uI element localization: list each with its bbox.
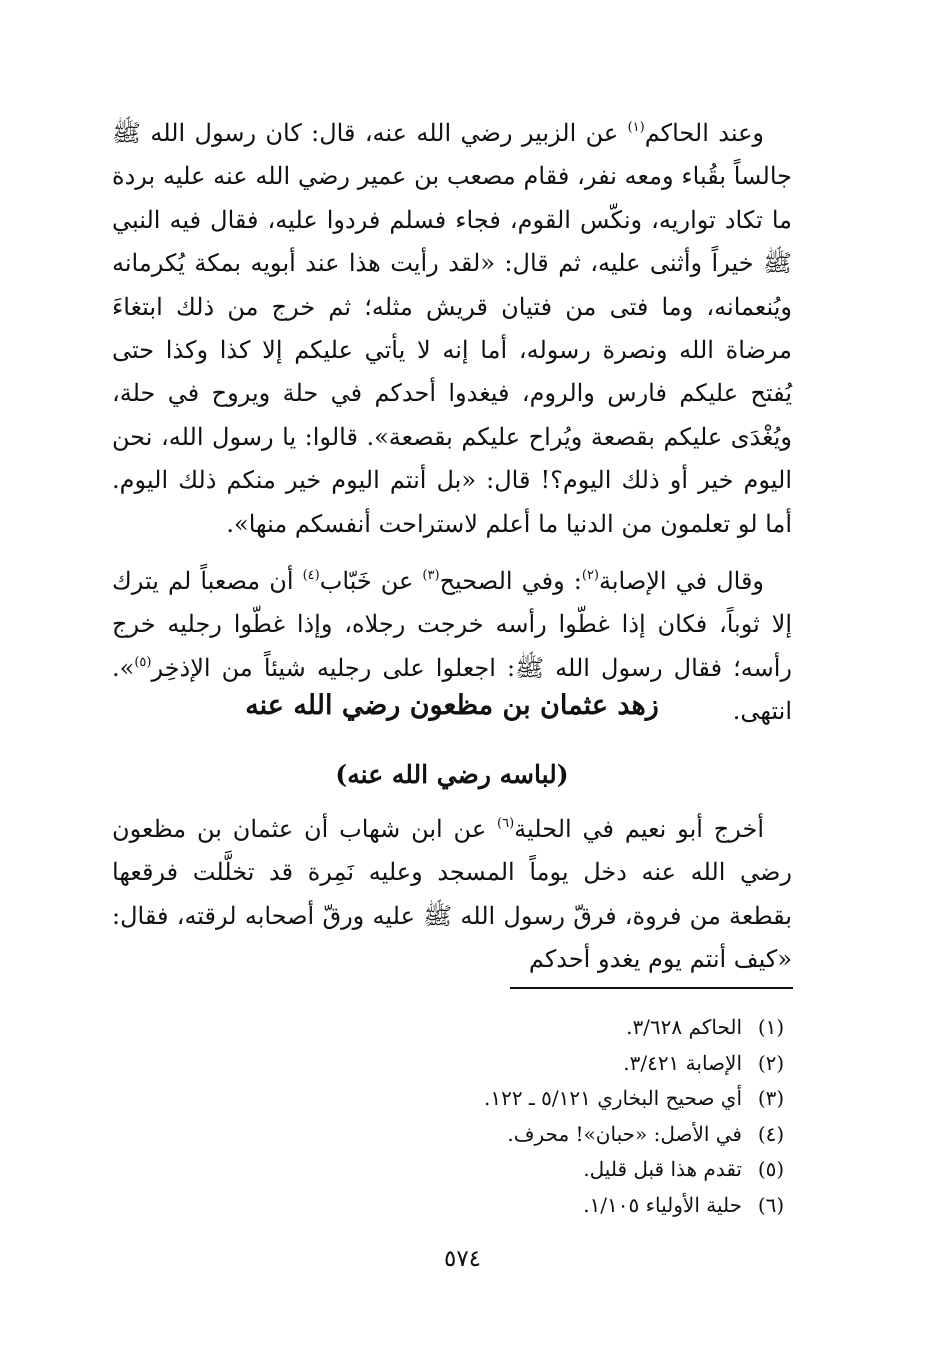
footnote-item	[300, 1152, 800, 1188]
paragraph-text: أن مصعباً لم يترك إلا ثوباً، فكان إذا غطّوا رأسه خرجت رجلاه، وإذا غطّوا رجليه خرج رأسه؛ فقال رسول الله ﷺ: اجعلوا على رجليه شيئاً من الإذخِر	[112, 567, 792, 682]
footnote-ref: (٢)	[581, 568, 599, 584]
footnote-ref: (٣)	[422, 568, 440, 584]
footnote-number: (٣)	[757, 1086, 785, 1110]
footnote-number: (٤)	[757, 1121, 785, 1146]
section-subheading: (لباسه رضي الله عنه)	[335, 760, 569, 789]
footnote-item	[300, 1046, 800, 1082]
paragraph-text: ». انتهى.	[112, 653, 792, 726]
footnote-item	[300, 1010, 800, 1046]
footnote-text: أي صحيح البخاري ٥/١٢١ ـ ١٢٢.	[483, 1086, 742, 1110]
paragraph-text: عن ابن شهاب أن عثمان بن مظعون رضي الله عنه دخل يوماً المسجد وعليه نَمِرة قد تخلَّلت فرقعها بقطعة من فروة، فرقّ رسول الله ﷺ عليه ورقّ أصحابه لرقته، فقال: «كيف أنتم يوم يغدو أحدكم	[112, 815, 792, 974]
page-number: ٥٧٤	[443, 1246, 482, 1272]
footnote-text: الإصابة ٣/٤٢١.	[623, 1050, 742, 1075]
footnote-ref: (٥)	[134, 654, 152, 670]
paragraph-text: وعند الحاكم	[644, 119, 765, 147]
paragraph-text: : وفي الصحيح	[439, 567, 582, 596]
footnote-number: (١)	[757, 1015, 785, 1039]
main-text	[112, 112, 792, 748]
footnote-ref: (٦)	[497, 816, 515, 831]
paragraph-1	[112, 112, 792, 546]
paragraph-3	[112, 808, 792, 982]
footnote-ref: (٤)	[302, 568, 320, 584]
footnote-item	[300, 1117, 800, 1153]
paragraph-text: أخرج أبو نعيم في الحلية	[514, 815, 764, 843]
footnote-item	[300, 1188, 800, 1224]
paragraph-text: عن خَبّاب	[319, 567, 423, 596]
footnote-divider	[510, 987, 793, 989]
footnote-text: حلية الأولياء ١/١٠٥.	[583, 1192, 742, 1217]
footnote-number: (٥)	[757, 1157, 785, 1181]
footnotes	[300, 1010, 800, 1223]
footnote-text: تقدم هذا قبل قليل.	[583, 1157, 742, 1181]
footnote-number: (٦)	[757, 1192, 785, 1217]
footnote-item	[300, 1081, 800, 1117]
paragraph-text: عن الزبير رضي الله عنه، قال: كان رسول الله ﷺ جالساً بقُباء ومعه نفر، فقام مصعب بن عمير رضي الله عنه عليه بردة ما تكاد تواريه، ونكّس القوم، فجاء فسلم فردوا عليه، فقال فيه النبي ﷺ خيراً وأثنى عليه، ثم قال: «لقد رأيت هذا عند أبويه بمكة يُكرمانه ويُنعمانه، وما فتى من فتيان قريش مثله؛ ثم خرج من ذلك ابتغاءَ مرضاة الله ونصرة رسوله، أما إنه لا يأتي عليكم إلا كذا وكذا حتى يُفتح عليكم فارس والروم، فيغدوا أحدكم في حلة ويروح في حلة، ويُغْدَى عليكم بقصعة ويُراح عليكم بقصعة». قالوا: يا رسول الله، نحن اليوم خير أو ذلك اليوم؟! قال: «بل أنتم اليوم خير منكم ذلك اليوم. أما لو تعلمون من الدنيا ما أعلم لاستراحت أنفسكم منها».	[112, 119, 792, 538]
footnote-text: الحاكم ٣/٦٢٨.	[626, 1015, 742, 1039]
footnote-text: في الأصل: «حبان»! محرف.	[507, 1121, 742, 1146]
main-text-continued	[112, 808, 792, 996]
footnote-number: (٢)	[757, 1050, 785, 1075]
section-heading: زهد عثمان بن مظعون رضي الله عنه	[245, 690, 659, 721]
footnote-ref: (١)	[627, 120, 645, 135]
paragraph-text: وقال في الإصابة	[599, 567, 765, 596]
